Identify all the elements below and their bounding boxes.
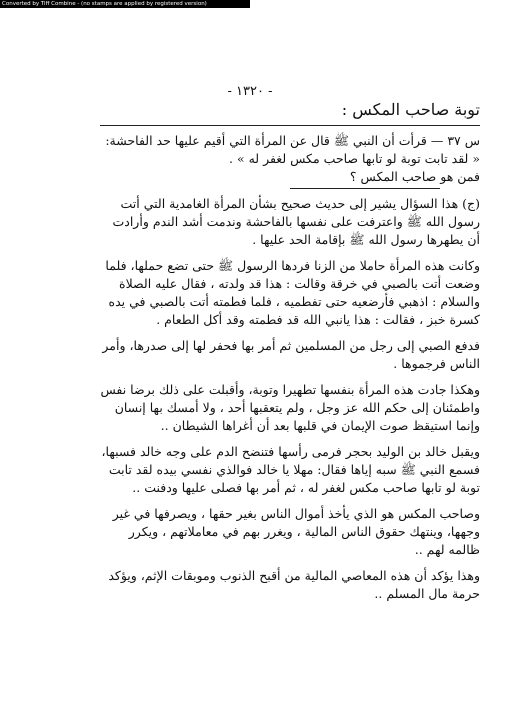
answer-paragraph: (ج) هذا السؤال يشير إلى حديث صحيح بشأن المرأة الغامدية التي أتت رسول الله ﷺ واعترفت على نفسها بالفاحشة وندمت أشد الندم وأرادت أن يطهرها رسول الله ﷺ بإقامة الحد عليها . <box>112 196 480 247</box>
question-line: س ٣٧ — قرأت أن النبي ﷺ قال عن المرأة التي أقيم عليها حد الفاحشة: <box>105 133 480 148</box>
body-paragraph: ويقبل خالد بن الوليد بحجر فرمى رأسها فتنضح الدم على وجه خالد فسبها، فسمع النبي ﷺ سبه إياها فقال: مهلا يا خالد فوالذي نفسي بيده لقد تابت توبة لو تابها صاحب مكس لغفر له ، ثم أمر بها فصلى عليها ودفنت .. <box>101 444 480 495</box>
body-paragraph: وهذا يؤكد أن هذه المعاصي المالية من أقبح الذنوب وموبقات الإثم، ويؤكد حرمة مال المسلم .. <box>108 568 480 601</box>
question-line: « لقد تابت توبة لو تابها صاحب مكس لغفر له » . <box>229 151 480 166</box>
body-paragraph: وهكذا جادت هذه المرأة بنفسها تطهيرا وتوبة، وأقبلت على ذلك برضا نفس واطمئنان إلى حكم الله عز وجل ، ولم يتعقبها أحد ، ولا أمسك بها إنسان وإنما استيقظ صوت الإيمان في قلبها بعد أن أغراها الشيطان .. <box>100 382 480 433</box>
body-paragraph: وكانت هذه المرأة حاملا من الزنا فردها الرسول ﷺ حتى تضع حملها، فلما وضعت أتت بالصبي في خرقة وقالت : هذا قد ولدته ، فقال عليه الصلاة والسلام : اذهبي فأرضعيه حتى تفطميه ، فلما فطمته أتت بالصبي في يده كسرة خبز ، فقالت : هذا يانبي الله قد فطمته وقد أكل الطعام . <box>105 258 480 327</box>
converter-banner: Converted by Tiff Combine - (no stamps are applied by registered version) <box>0 0 250 8</box>
document-body <box>100 100 480 611</box>
section-title: توبة صاحب المكس : <box>341 100 480 119</box>
question-block <box>100 132 480 186</box>
title-divider <box>100 125 480 126</box>
question-divider <box>290 188 440 189</box>
question-line: فمن هو صاحب المكس ؟ <box>349 169 480 184</box>
body-paragraph: وصاحب المكس هو الذي يأخذ أموال الناس بغير حقها ، ويصرفها في غير وجهها، وينتهك حقوق الناس المالية ، ويغرر بهم في معاملاتهم ، ويكرر ظالمه لهم .. <box>112 506 480 557</box>
body-paragraph: فدفع الصبي إلى رجل من المسلمين ثم أمر بها فحفر لها إلى صدرها، وأمر الناس فرجموها . <box>102 338 480 371</box>
page-number: - ١٣٢٠ - <box>227 84 273 99</box>
